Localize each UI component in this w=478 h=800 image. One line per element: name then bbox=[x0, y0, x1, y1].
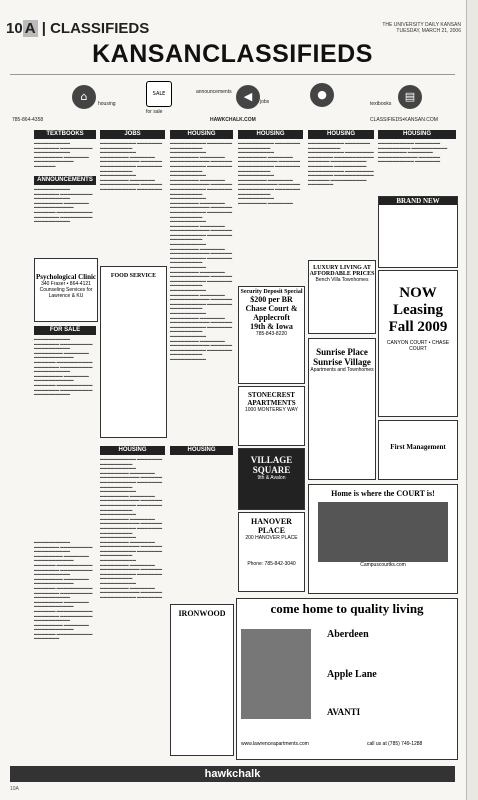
category-icons bbox=[10, 74, 455, 125]
heading-housing-1: HOUSING bbox=[170, 130, 233, 139]
masthead: KANSANCLASSIFIEDS bbox=[92, 40, 373, 68]
icon-label-announcements: announcements bbox=[196, 89, 232, 95]
footer-hawkchalk[interactable]: hawkchalk bbox=[10, 766, 455, 782]
phone-number: 785-864-4358 bbox=[12, 117, 44, 123]
housing-listings-5: ▬▬▬▬▬▬▬▬▬▬ ▬▬▬▬▬▬▬ ▬▬▬▬▬▬▬▬▬ ▬▬▬▬▬▬▬▬▬▬ ▬▬▬▬▬▬▬▬ ▬▬▬▬▬▬▬ ▬▬▬▬▬▬▬▬▬▬▬ ▬▬▬▬▬▬ ▬▬▬▬▬▬▬▬▬▬ ▬▬▬▬▬▬▬ ▬▬▬▬▬▬▬▬▬ ▬▬▬▬▬▬▬▬▬▬ ▬▬▬▬▬▬▬▬ ▬▬▬▬▬▬▬ ▬▬▬▬▬▬▬▬▬▬▬ ▬▬▬▬▬▬ ▬▬▬▬▬▬▬▬▬▬ ▬▬▬▬▬▬▬ ▬▬▬▬▬▬▬▬▬ ▬▬▬▬▬▬▬▬▬▬ ▬▬▬▬▬▬▬▬ ▬▬▬▬▬▬▬ ▬▬▬▬▬▬▬▬▬▬▬ ▬▬▬▬▬▬ ▬▬▬▬▬▬▬▬▬▬ ▬▬▬▬▬▬▬ ▬▬▬▬▬▬▬▬▬ ▬▬▬▬▬▬▬▬▬▬ ▬▬▬▬▬▬▬▬ ▬▬▬▬▬▬▬ ▬▬▬▬▬▬▬▬▬▬▬ ▬▬▬▬▬▬ ▬▬▬▬▬▬▬▬▬▬ ▬▬▬▬▬▬▬ ▬▬▬▬▬▬▬▬▬ ▬▬▬▬▬▬▬▬▬▬ ▬▬▬▬▬▬▬▬ ▬▬▬▬▬▬▬ ▬▬▬▬▬▬▬▬▬▬▬ ▬▬▬▬▬▬ ▬▬▬▬▬▬▬▬▬▬ ▬▬▬▬▬▬▬ ▬▬▬▬▬▬▬▬▬ ▬▬▬▬▬▬▬▬▬▬ ▬▬▬▬▬▬▬▬ ▬▬▬▬▬▬▬ ▬▬▬▬▬▬▬▬▬▬▬ ▬▬▬▬▬▬ ▬▬▬▬▬▬▬▬▬▬ ▬▬▬▬▬▬▬ bbox=[100, 457, 163, 599]
housing-listings-2: ▬▬▬▬▬▬▬▬▬▬ ▬▬▬▬▬▬▬ ▬▬▬▬▬▬▬▬▬ ▬▬▬▬▬▬▬▬▬▬ ▬▬▬▬▬▬▬▬ ▬▬▬▬▬▬▬ ▬▬▬▬▬▬▬▬▬▬▬ ▬▬▬▬▬▬ ▬▬▬▬▬▬▬▬▬▬ ▬▬▬▬▬▬▬ ▬▬▬▬▬▬▬▬▬ ▬▬▬▬▬▬▬▬▬▬ ▬▬▬▬▬▬▬▬ ▬▬▬▬▬▬▬ ▬▬▬▬▬▬▬▬▬▬▬ ▬▬▬▬▬▬ ▬▬▬▬▬▬▬▬▬▬ ▬▬▬▬▬▬▬ ▬▬▬▬▬▬▬▬▬ ▬▬▬▬▬▬▬▬▬▬ ▬▬▬▬▬▬▬▬ ▬▬▬▬▬▬▬ bbox=[238, 141, 301, 205]
housing-listings-1: ▬▬▬▬▬▬▬▬▬▬ ▬▬▬▬▬▬▬ ▬▬▬▬▬▬▬▬▬ ▬▬▬▬▬▬▬▬▬▬ ▬▬▬▬▬▬▬▬ ▬▬▬▬▬▬▬ ▬▬▬▬▬▬▬▬▬▬▬ ▬▬▬▬▬▬ ▬▬▬▬▬▬▬▬▬▬ ▬▬▬▬▬▬▬ ▬▬▬▬▬▬▬▬▬ ▬▬▬▬▬▬▬▬▬▬ ▬▬▬▬▬▬▬▬ ▬▬▬▬▬▬▬ ▬▬▬▬▬▬▬▬▬▬▬ ▬▬▬▬▬▬ ▬▬▬▬▬▬▬▬▬▬ ▬▬▬▬▬▬▬ ▬▬▬▬▬▬▬▬▬ ▬▬▬▬▬▬▬▬▬▬ ▬▬▬▬▬▬▬▬ ▬▬▬▬▬▬▬ ▬▬▬▬▬▬▬▬▬▬▬ ▬▬▬▬▬▬ ▬▬▬▬▬▬▬▬▬▬ ▬▬▬▬▬▬▬ ▬▬▬▬▬▬▬▬▬ ▬▬▬▬▬▬▬▬▬▬ ▬▬▬▬▬▬▬▬ ▬▬▬▬▬▬▬ ▬▬▬▬▬▬▬▬▬▬▬ ▬▬▬▬▬▬ ▬▬▬▬▬▬▬▬▬▬ ▬▬▬▬▬▬▬ ▬▬▬▬▬▬▬▬▬ ▬▬▬▬▬▬▬▬▬▬ ▬▬▬▬▬▬▬▬ ▬▬▬▬▬▬▬ ▬▬▬▬▬▬▬▬▬▬▬ ▬▬▬▬▬▬ ▬▬▬▬▬▬▬▬▬▬ ▬▬▬▬▬▬▬ ▬▬▬▬▬▬▬▬▬ ▬▬▬▬▬▬▬▬▬▬ ▬▬▬▬▬▬▬▬ ▬▬▬▬▬▬▬ ▬▬▬▬▬▬▬▬▬▬▬ ▬▬▬▬▬▬ ▬▬▬▬▬▬▬▬▬▬ ▬▬▬▬▬▬▬ ▬▬▬▬▬▬▬▬▬ ▬▬▬▬▬▬▬▬▬▬ ▬▬▬▬▬▬▬▬ ▬▬▬▬▬▬▬ ▬▬▬▬▬▬▬▬▬▬▬ ▬▬▬▬▬▬ ▬▬▬▬▬▬▬▬▬▬ ▬▬▬▬▬▬▬ ▬▬▬▬▬▬▬▬▬ ▬▬▬▬▬▬▬▬▬▬ ▬▬▬▬▬▬▬▬ ▬▬▬▬▬▬▬ ▬▬▬▬▬▬▬▬▬▬▬ ▬▬▬▬▬▬ ▬▬▬▬▬▬▬▬▬▬ ▬▬▬▬▬▬▬ ▬▬▬▬▬▬▬▬▬ ▬▬▬▬▬▬▬▬▬▬ ▬▬▬▬▬▬▬▬ ▬▬▬▬▬▬▬ ▬▬▬▬▬▬▬▬▬▬▬ ▬▬▬▬▬▬ ▬▬▬▬▬▬▬▬▬▬ ▬▬▬▬▬▬▬ ▬▬▬▬▬▬▬▬▬ ▬▬▬▬▬▬▬▬▬▬ bbox=[170, 141, 233, 361]
ad-campus-court[interactable]: Home is where the COURT is! Campuscourtks.com bbox=[308, 484, 458, 594]
textbooks-listings: ▬▬▬▬▬▬▬▬▬▬ ▬▬▬▬▬▬▬ ▬▬▬▬▬▬▬▬▬ ▬▬▬▬▬▬▬▬▬▬ ▬▬▬▬▬▬▬▬ ▬▬▬▬▬▬▬ ▬▬▬▬▬▬▬▬▬▬▬ ▬▬▬▬▬▬ bbox=[34, 141, 93, 168]
page-number: 10A bbox=[10, 786, 19, 792]
icon-label-jobs: jobs bbox=[260, 99, 270, 105]
person-icon: ● bbox=[310, 83, 334, 107]
housing-listings-3: ▬▬▬▬▬▬▬▬▬▬ ▬▬▬▬▬▬▬ ▬▬▬▬▬▬▬▬▬ ▬▬▬▬▬▬▬▬▬▬ ▬▬▬▬▬▬▬▬ ▬▬▬▬▬▬▬ ▬▬▬▬▬▬▬▬▬▬▬ ▬▬▬▬▬▬ ▬▬▬▬▬▬▬▬▬▬ ▬▬▬▬▬▬▬ ▬▬▬▬▬▬▬▬▬ ▬▬▬▬▬▬▬▬▬▬ ▬▬▬▬▬▬▬▬ ▬▬▬▬▬▬▬ ▬▬▬▬▬▬▬▬▬▬▬ ▬▬▬▬▬▬ ▬▬▬▬▬▬▬▬▬▬ ▬▬▬▬▬▬▬ bbox=[308, 141, 374, 187]
heading-jobs: JOBS bbox=[100, 130, 165, 139]
ad-village-square[interactable]: VILLAGE SQUARE 9th & Avalon bbox=[238, 448, 305, 510]
icon-label-housing: housing bbox=[98, 101, 116, 107]
kitten-photo bbox=[241, 629, 311, 719]
house-icon: ⌂ bbox=[72, 85, 96, 109]
heading-housing-5: HOUSING bbox=[100, 446, 165, 455]
icon-label-for-sale: for sale bbox=[146, 109, 163, 115]
ad-quality-living[interactable]: come home to quality living Aberdeen Apple Lane AVANTI www.lawrenceapartments.com call us at (785) 749-1288 bbox=[236, 598, 458, 760]
icon-label-textbooks: textbooks bbox=[370, 101, 392, 107]
ad-psychological-clinic[interactable]: Psychological Clinic 340 Fraser • 864-4121 Counseling Services for Lawrence & KU bbox=[34, 258, 98, 322]
housing-listings-4: ▬▬▬▬▬▬▬▬▬▬ ▬▬▬▬▬▬▬ ▬▬▬▬▬▬▬▬▬ ▬▬▬▬▬▬▬▬▬▬ ▬▬▬▬▬▬▬▬ ▬▬▬▬▬▬▬ ▬▬▬▬▬▬▬▬▬▬▬ ▬▬▬▬▬▬ ▬▬▬▬▬▬▬▬▬▬ ▬▬▬▬▬▬▬ bbox=[378, 141, 448, 164]
heading-housing-4: HOUSING bbox=[378, 130, 456, 139]
heading-housing-2: HOUSING bbox=[238, 130, 303, 139]
sale-tag-icon: SALE bbox=[146, 81, 172, 107]
ad-ironwood[interactable]: IRONWOOD bbox=[170, 604, 234, 756]
ad-stonecrest[interactable]: STONECREST APARTMENTS 1000 MONTEREY WAY bbox=[238, 386, 305, 446]
jobs-listings: ▬▬▬▬▬▬▬▬▬▬ ▬▬▬▬▬▬▬ ▬▬▬▬▬▬▬▬▬ ▬▬▬▬▬▬▬▬▬▬ ▬▬▬▬▬▬▬▬ ▬▬▬▬▬▬▬ ▬▬▬▬▬▬▬▬▬▬▬ ▬▬▬▬▬▬ ▬▬▬▬▬▬▬▬▬▬ ▬▬▬▬▬▬▬ ▬▬▬▬▬▬▬▬▬ ▬▬▬▬▬▬▬▬▬▬ ▬▬▬▬▬▬▬▬ ▬▬▬▬▬▬▬ ▬▬▬▬▬▬▬▬▬▬▬ ▬▬▬▬▬▬ ▬▬▬▬▬▬▬▬▬▬ ▬▬▬▬▬▬▬ bbox=[100, 141, 163, 191]
paper-info: THE UNIVERSITY DAILY KANSAN TUESDAY, MARCH 21, 2006 bbox=[382, 22, 461, 34]
ad-food-service[interactable]: FOOD SERVICE bbox=[100, 266, 167, 438]
heading-announcements: ANNOUNCEMENTS bbox=[34, 176, 96, 185]
heading-textbooks: TEXTBOOKS bbox=[34, 130, 96, 139]
adjacent-page-edge bbox=[466, 0, 478, 800]
page-header bbox=[6, 18, 461, 42]
ad-now-leasing[interactable]: NOW Leasing Fall 2009 CANYON COURT • CHASE COURT bbox=[378, 270, 458, 417]
site-link[interactable]: HAWKCHALK.COM bbox=[210, 117, 256, 123]
court-photo bbox=[318, 502, 448, 562]
section-label: 10 A | CLASSIFIEDS bbox=[6, 20, 150, 37]
megaphone-icon: ◀ bbox=[236, 85, 260, 109]
email-link[interactable]: CLASSIFIEDS•KANSAN.COM bbox=[370, 117, 438, 123]
for-sale-listings: ▬▬▬▬▬▬▬▬▬▬ ▬▬▬▬▬▬▬ ▬▬▬▬▬▬▬▬▬ ▬▬▬▬▬▬▬▬▬▬ ▬▬▬▬▬▬▬▬ ▬▬▬▬▬▬▬ ▬▬▬▬▬▬▬▬▬▬▬ ▬▬▬▬▬▬ ▬▬▬▬▬▬▬▬▬▬ ▬▬▬▬▬▬▬ ▬▬▬▬▬▬▬▬▬ ▬▬▬▬▬▬▬▬▬▬ ▬▬▬▬▬▬▬▬ ▬▬▬▬▬▬▬ ▬▬▬▬▬▬▬▬▬▬▬ ▬▬▬▬▬▬ ▬▬▬▬▬▬▬▬▬▬ ▬▬▬▬▬▬▬ ▬▬▬▬▬▬▬▬▬ ▬▬▬▬▬▬▬▬▬▬ bbox=[34, 337, 93, 397]
book-icon: ▤ bbox=[398, 85, 422, 109]
heading-housing-3: HOUSING bbox=[308, 130, 374, 139]
ad-brand-new[interactable]: BRAND NEW bbox=[378, 196, 458, 268]
announcement-listings: ▬▬▬▬▬▬▬▬▬▬ ▬▬▬▬▬▬▬ ▬▬▬▬▬▬▬▬▬ ▬▬▬▬▬▬▬▬▬▬ ▬▬▬▬▬▬▬▬ ▬▬▬▬▬▬▬ ▬▬▬▬▬▬▬▬▬▬▬ ▬▬▬▬▬▬ ▬▬▬▬▬▬▬▬▬▬ ▬▬▬▬▬▬▬ ▬▬▬▬▬▬▬▬▬ ▬▬▬▬▬▬▬▬▬▬ bbox=[34, 187, 93, 224]
heading-for-sale: FOR SALE bbox=[34, 326, 96, 335]
ad-sunrise-place[interactable]: Sunrise Place Sunrise Village Apartments and Townhomes bbox=[308, 338, 376, 480]
ad-hanover-place[interactable]: HANOVER PLACE 200 HANOVER PLACE Phone: 785-842-3040 bbox=[238, 512, 305, 592]
heading-housing-6: HOUSING bbox=[170, 446, 233, 455]
misc-listings: ▬▬▬▬▬▬▬▬▬▬ ▬▬▬▬▬▬▬ ▬▬▬▬▬▬▬▬▬ ▬▬▬▬▬▬▬▬▬▬ ▬▬▬▬▬▬▬▬ ▬▬▬▬▬▬▬ ▬▬▬▬▬▬▬▬▬▬▬ ▬▬▬▬▬▬ ▬▬▬▬▬▬▬▬▬▬ ▬▬▬▬▬▬▬ ▬▬▬▬▬▬▬▬▬ ▬▬▬▬▬▬▬▬▬▬ ▬▬▬▬▬▬▬▬ ▬▬▬▬▬▬▬ ▬▬▬▬▬▬▬▬▬▬▬ ▬▬▬▬▬▬ ▬▬▬▬▬▬▬▬▬▬ ▬▬▬▬▬▬▬ ▬▬▬▬▬▬▬▬▬ ▬▬▬▬▬▬▬▬▬▬ ▬▬▬▬▬▬▬▬ ▬▬▬▬▬▬▬ ▬▬▬▬▬▬▬▬▬▬▬ ▬▬▬▬▬▬ ▬▬▬▬▬▬▬▬▬▬ ▬▬▬▬▬▬▬ ▬▬▬▬▬▬▬▬▬ ▬▬▬▬▬▬▬▬▬▬ ▬▬▬▬▬▬▬▬ ▬▬▬▬▬▬▬ ▬▬▬▬▬▬▬▬▬▬▬ ▬▬▬▬▬▬ ▬▬▬▬▬▬▬▬▬▬ ▬▬▬▬▬▬▬ bbox=[34, 540, 93, 641]
ad-luxury-living[interactable]: LUXURY LIVING AT AFFORDABLE PRICES Bench Villa Townhomes bbox=[308, 260, 376, 334]
ad-security-deposit[interactable]: Security Deposit Special $200 per BR Chase Court & Applecroft 19th & Iowa 785-843-8220 bbox=[238, 286, 305, 384]
ad-first-management[interactable]: First Management bbox=[378, 420, 458, 480]
